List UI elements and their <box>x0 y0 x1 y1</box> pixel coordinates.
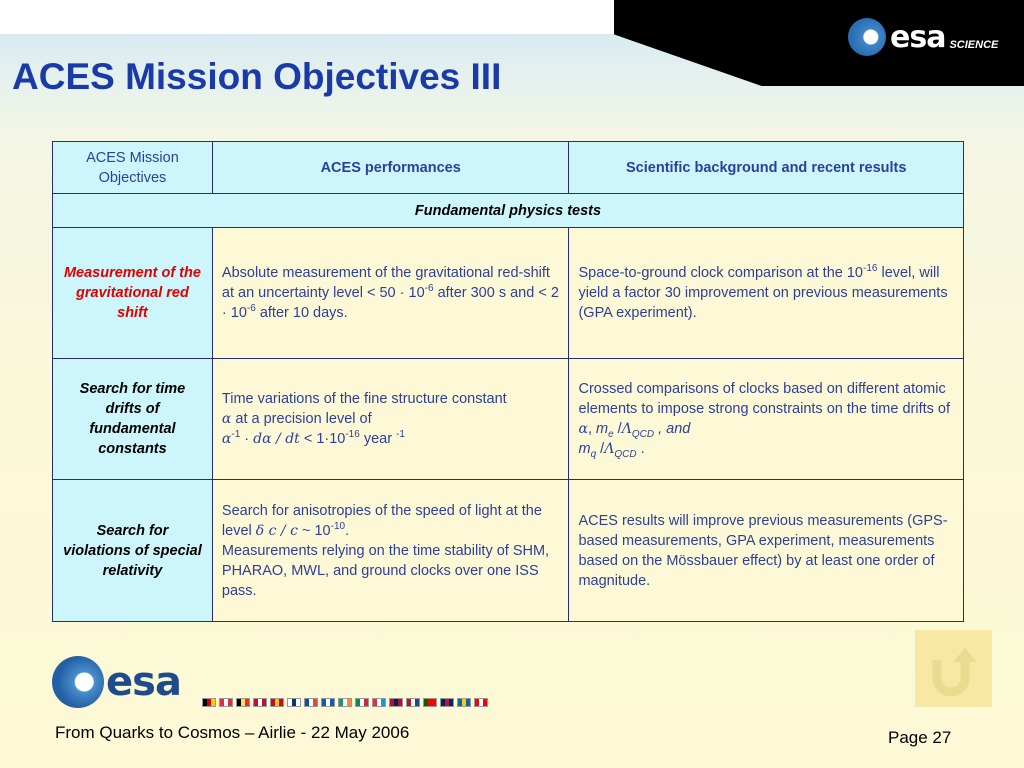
flag-italy <box>355 698 369 707</box>
mass-symbol: m <box>596 421 609 437</box>
section-title: Fundamental physics tests <box>53 194 964 228</box>
text: < 1·10 <box>299 431 346 447</box>
flag-france <box>304 698 318 707</box>
background-cell <box>569 228 964 359</box>
subscript: e <box>608 428 614 440</box>
member-flags <box>202 698 488 707</box>
header-performances: ACES performances <box>212 142 569 194</box>
esa-science-logo <box>848 14 1018 60</box>
logo-word: esa <box>890 19 946 55</box>
text: Space-to-ground clock comparison at the 10 <box>578 265 863 281</box>
text: Crossed comparisons of clocks based on different atomic elements to impose strong constraints on the time drifts of <box>578 381 951 417</box>
table-row <box>53 480 964 622</box>
exponent: -6 <box>424 283 434 295</box>
exponent: -1 <box>231 429 241 441</box>
footer-text: From Quarks to Cosmos – Airlie - 22 May 2006 <box>55 723 410 742</box>
text: . <box>345 522 350 539</box>
alpha-symbol: α <box>221 431 232 447</box>
flag-greece <box>321 698 335 707</box>
flag-finland <box>287 698 301 707</box>
alpha-symbol: α <box>221 411 232 427</box>
header-objectives: ACES Mission Objectives <box>53 142 213 194</box>
page-number: Page 27 <box>888 728 952 747</box>
delta-expression: δ c / c <box>255 522 298 539</box>
exponent: -10 <box>330 520 346 532</box>
esa-globe-icon <box>848 18 886 56</box>
table-row <box>53 359 964 480</box>
text: / <box>613 421 622 437</box>
logo-tag: SCIENCE <box>949 39 999 51</box>
flag-switzerland <box>474 698 488 707</box>
page-title: ACES Mission Objectives III <box>12 56 502 97</box>
exponent: -1 <box>396 429 405 441</box>
performance-cell <box>212 480 569 622</box>
subscript: QCD <box>631 428 655 440</box>
performance-cell <box>212 359 569 480</box>
flag-spain <box>270 698 284 707</box>
flag-portugal <box>423 698 437 707</box>
return-button[interactable] <box>915 630 992 707</box>
objective-cell: Search for time drifts of fundamental constants <box>53 359 213 480</box>
objectives-table <box>52 141 964 622</box>
text: at a precision level of <box>231 411 372 427</box>
objective-cell: Search for violations of special relativity <box>53 480 213 622</box>
flag-denmark <box>253 698 267 707</box>
section-row <box>53 194 964 228</box>
subscript: QCD <box>614 448 637 460</box>
text: Time variations of the fine structure constant <box>221 391 507 407</box>
alpha-symbol: α <box>578 421 588 437</box>
text: year <box>359 431 397 447</box>
objective-cell: Measurement of the gravitational red shift <box>53 228 213 359</box>
flag-united-kingdom <box>440 698 454 707</box>
text: , <box>587 421 596 437</box>
flag-belgium <box>236 698 250 707</box>
esa-footer-logo <box>52 656 202 708</box>
text: after 300 s and < 2 · 10 <box>221 285 559 321</box>
background-cell <box>569 359 964 480</box>
background-cell: ACES results will improve previous measurements (GPS-based measurements, GPA experiment, measurements based on the Mössbauer effect) by at least one order of magnitude. <box>569 480 964 622</box>
derivative: dα / dt <box>253 431 300 447</box>
return-arrow-icon <box>927 642 981 696</box>
flag-ireland <box>338 698 352 707</box>
text: Search for anisotropies of the speed of light at the level <box>221 502 542 539</box>
text: . <box>636 441 645 457</box>
exponent: -16 <box>863 263 878 275</box>
text: / <box>596 441 605 457</box>
text: after 10 days. <box>255 305 348 321</box>
esa-globe-icon <box>52 656 104 708</box>
header-background: Scientific background and recent results <box>569 142 964 194</box>
footer-logo-word: esa <box>106 659 181 705</box>
text: , and <box>654 421 691 437</box>
subscript: q <box>590 448 597 460</box>
mass-symbol: m <box>578 441 591 457</box>
text: Measurements relying on the time stability of SHM, PHARAO, MWL, and ground clocks over one ISS pass. <box>221 542 550 599</box>
exponent: -6 <box>246 303 256 315</box>
flag-netherlands <box>406 698 420 707</box>
text: Absolute measurement of the gravitational red-shift at an uncertainty level < 50 · 10 <box>221 265 550 301</box>
lambda-symbol: Λ <box>604 441 615 457</box>
text: ~ 10 <box>297 522 331 539</box>
text: · <box>240 431 254 447</box>
flag-luxembourg <box>372 698 386 707</box>
flag-sweden <box>457 698 471 707</box>
lambda-symbol: Λ <box>621 421 632 437</box>
flag-austria <box>219 698 233 707</box>
text: level, will yield a factor 30 improvement on previous measurements (GPA experiment). <box>578 265 948 321</box>
table-row <box>53 228 964 359</box>
exponent: -16 <box>345 429 360 441</box>
flag-norway <box>389 698 403 707</box>
performance-cell <box>212 228 569 359</box>
flag-germany <box>202 698 216 707</box>
table-header-row <box>53 142 964 194</box>
